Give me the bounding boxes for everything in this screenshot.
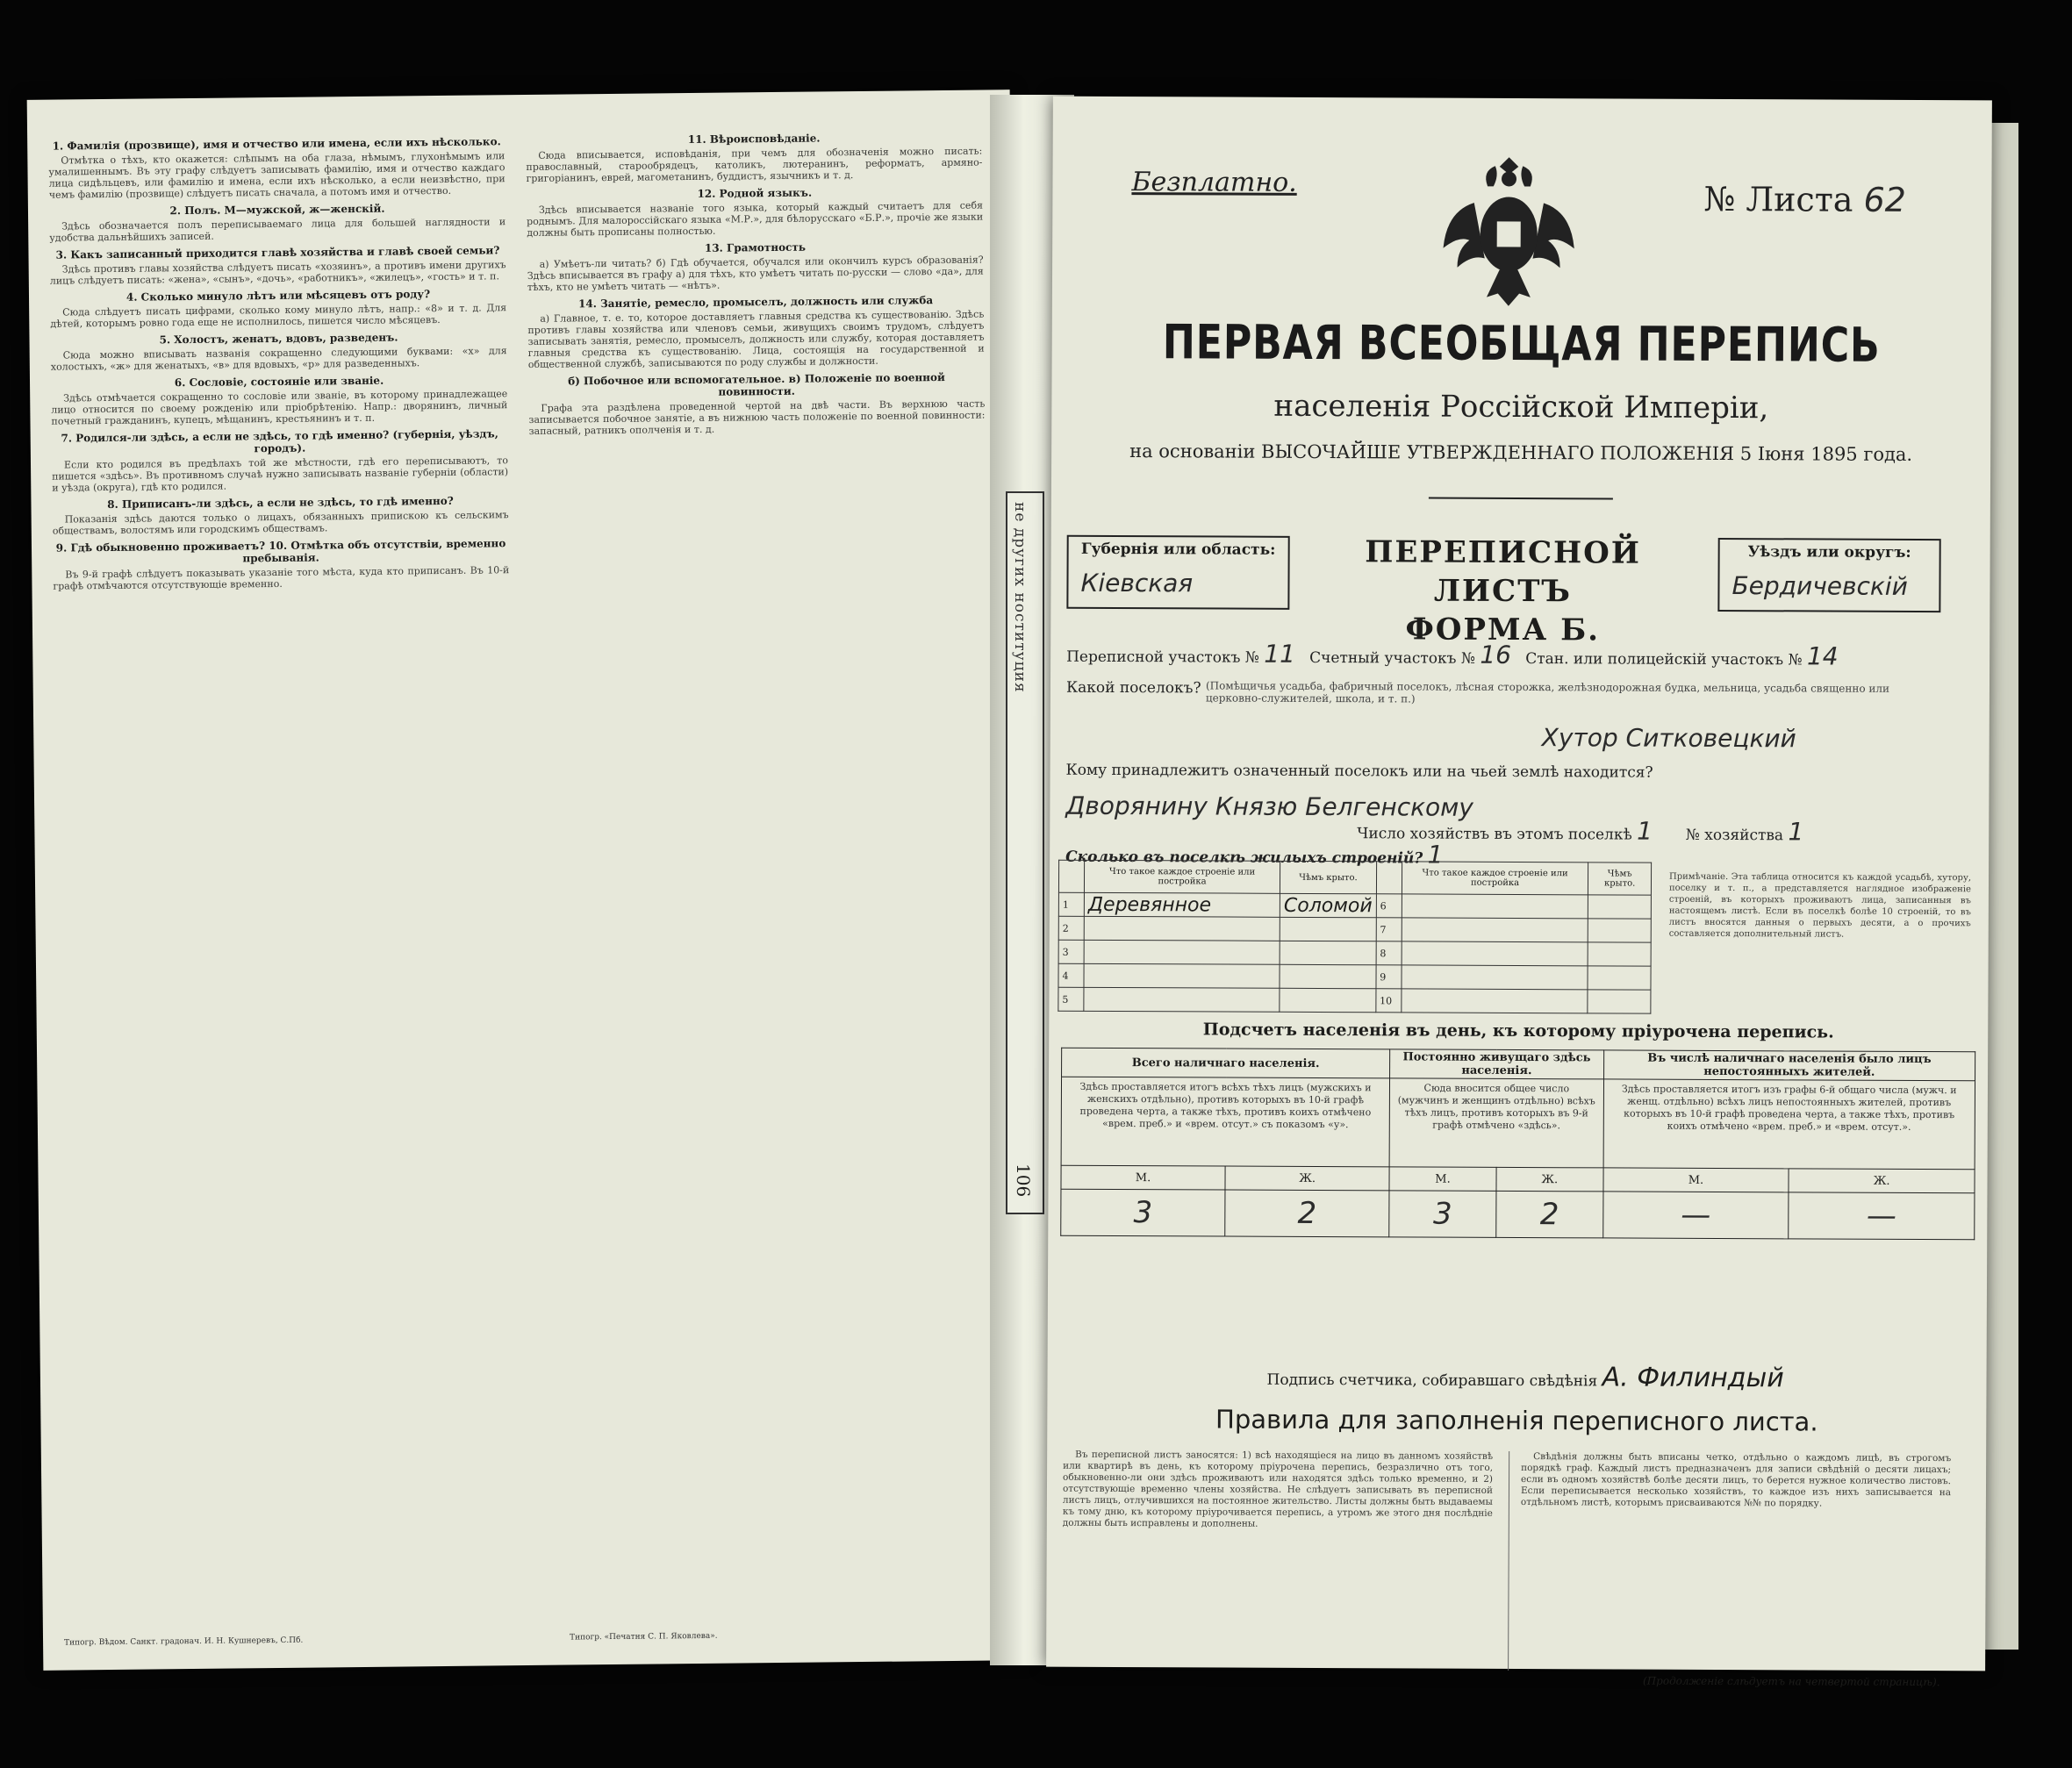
section-heading: 2. Полъ. М—мужской, ж—женскій. xyxy=(169,202,385,218)
form-title-line-1: ПЕРЕПИСНОЙ ЛИСТЪ xyxy=(1365,534,1642,610)
table-cell: Сюда вносится общее число (мужчинъ и женщинъ отдѣльно) всѣхъ тѣхъ лицъ, противъ которыхъ въ 9-й графѣ отмѣчено «здѣсь». xyxy=(1389,1078,1603,1168)
left-page xyxy=(27,89,1027,1671)
section-text: а) Умѣетъ-ли читать? б) Гдѣ обучается, обучался или окончилъ курсъ образованія? Здѣсь вписывается въ графу а) для тѣхъ, кто умѣетъ читать по-русски — слово «да», для тѣхъ, кто не умѣетъ читать — «нѣтъ». xyxy=(527,254,984,293)
settlement-label: Какой поселокъ? xyxy=(1065,678,1201,698)
table-cell xyxy=(1084,987,1280,1012)
table-cell: Соломой xyxy=(1280,893,1376,917)
instructions-column-right xyxy=(526,125,986,440)
section-text: Здѣсь отмѣчается сокращенно то сословіе или званіе, въ которому принадлежащее лицо относится по своему рожденію или пріобрѣтенію. Напр.: дворянинъ, личный почетный гражданинъ, купецъ, мѣщанинъ, крестьянинъ и т. п. xyxy=(51,388,508,427)
table-cell xyxy=(1588,990,1651,1013)
table-header: Чѣмъ крыто. xyxy=(1588,863,1652,895)
census-district-value: 11 xyxy=(1264,639,1296,669)
settlement-line xyxy=(1066,679,1925,707)
sheet-number-label: № Листа xyxy=(1703,179,1853,219)
section-text: Графа эта раздѣлена проведенной чертой на двѣ части. Въ верхнюю часть записывается побочное занятіе, а въ нижнюю часть положеніе по военной повинности: запасный, ратникъ ополченія и т. д. xyxy=(528,397,986,437)
archive-strip-text: не других ноституция xyxy=(1011,502,1029,693)
table-cell: М. xyxy=(1389,1167,1496,1192)
table-cell xyxy=(1402,965,1588,990)
section-heading: б) Побочное или вспомогательное. в) Положеніе по военной повинности. xyxy=(568,370,945,398)
table-cell xyxy=(1280,941,1376,964)
table-header: Что такое каждое строеніе или постройка xyxy=(1084,860,1280,893)
counting-district-label: Счетный участокъ № xyxy=(1309,648,1475,668)
section-heading: 11. Вѣроисповѣданіе. xyxy=(687,132,821,147)
district-box xyxy=(1717,538,1940,612)
province-value: Кіевская xyxy=(1080,568,1194,598)
table-cell: 3 xyxy=(1058,940,1084,963)
main-title: ПЕРВАЯ ВСЕОБЩАЯ ПЕРЕПИСЬ xyxy=(1162,314,1881,373)
households-value: 1 xyxy=(1637,816,1653,846)
district-value: Бердичевскій xyxy=(1731,571,1908,601)
household-number-label: № хозяйства xyxy=(1685,826,1784,845)
table-cell: Ж. xyxy=(1789,1169,1975,1193)
rules-paragraph: Свѣдѣнія должны быть вписаны четко, отдѣльно о каждомъ лицѣ, въ строгомъ порядкѣ граф. Каждый листъ предназначенъ для записи свѣдѣній о десяти лицахъ; если въ одномъ хозяйствѣ болѣе десяти лицъ, то берется нужное количество листовъ. Если переписывается несколько хозяйствъ, то каждое изъ нихъ записывается на отдѣльномъ листѣ, которымъ присваиваются №№ по порядку. xyxy=(1520,1451,1952,1509)
instructions-column-left xyxy=(48,130,509,595)
buildings-table xyxy=(1058,860,1652,1014)
imperial-eagle-emblem-icon xyxy=(1438,151,1580,310)
sheet-number xyxy=(1703,180,1906,219)
table-header xyxy=(1058,860,1084,892)
table-header xyxy=(1376,862,1402,894)
section-text: Если кто родился въ предѣлахъ той же мѣстности, гдѣ его переписываютъ, то пишется «здѣсь». Въ противномъ случаѣ нужно записывать названіе губерніи (области) и уѣзда (округа), гдѣ кто родился. xyxy=(52,455,509,494)
section-heading: 7. Родился-ли здѣсь, а если не здѣсь, то гдѣ именно? (губернія, уѣздъ, городъ). xyxy=(61,427,498,455)
district-label: Уѣздъ или округъ: xyxy=(1747,543,1911,562)
section-text: Сюда слѣдуетъ писать цифрами, сколько кому минуло лѣтъ, напр.: «8» и т. д. Для дѣтей, которымъ ровно года еще не исполнилось, пишется число мѣсяцевъ. xyxy=(50,302,507,330)
table-header: Всего наличнаго населенія. xyxy=(1062,1048,1390,1078)
count-value: 3 xyxy=(1389,1191,1496,1238)
table-cell: 6 xyxy=(1376,894,1402,918)
section-heading: 5. Холостъ, женатъ, вдовъ, разведенъ. xyxy=(159,331,398,347)
archive-strip-number: 106 xyxy=(1013,1163,1034,1197)
owner-value: Дворянину Князю Белгенскому xyxy=(1065,791,1473,822)
column-divider xyxy=(1508,1451,1509,1671)
section-heading: 8. Приписанъ-ли здѣсь, а если не здѣсь, то гдѣ именно? xyxy=(107,494,454,511)
counting-district-value: 16 xyxy=(1480,640,1512,669)
table-cell: 1 xyxy=(1058,892,1084,916)
section-text: Сюда вписывается, исповѣданія, при чемъ для обозначенія можно писать: православный, старообрядецъ, католикъ, лютеранинъ, реформатъ, армяно-григоріанинъ, еврей, магометанинъ, буддистъ, язычникъ и т. д. xyxy=(526,145,983,184)
owner-line xyxy=(1066,762,1653,782)
section-heading: 4. Сколько минуло лѣтъ или мѣсяцевъ отъ роду? xyxy=(125,288,431,304)
printer-imprint-left: Типогр. Вѣдом. Санкт. градонач. И. Н. Кушнеревъ, С.Пб. xyxy=(64,1636,304,1648)
buildings-note: Примѣчаніе. Эта таблица относится къ каждой усадьбѣ, хутору, поселку и т. п., а представляется наглядное изображеніе строеній, въ которыхъ проживаютъ лица, записанныя въ настоящемъ листѣ. Если въ поселкѣ болѣе 10 строеній, то въ листъ вносятся данныя о первыхъ десяти, а о прочихъ составляется дополнительный листъ. xyxy=(1668,871,1972,940)
section-heading: 1. Фамилія (прозвище), имя и отчество или имена, если ихъ нѣсколько. xyxy=(52,135,501,153)
owner-label: Кому принадлежитъ означенный поселокъ или на чьей землѣ находится? xyxy=(1065,761,1653,782)
table-cell: М. xyxy=(1061,1165,1225,1190)
section-heading: 12. Родной языкъ. xyxy=(697,186,813,200)
table-cell xyxy=(1084,963,1280,988)
table-cell xyxy=(1402,989,1588,1013)
section-heading: 9. Гдѣ обыкновенно проживаетъ? 10. Отмѣтка объ отсутствіи, временно пребыванія. xyxy=(55,537,506,565)
table-cell xyxy=(1402,894,1588,919)
continued-note: (Продолженіе слѣдуетъ на четвертой страницѣ). xyxy=(1643,1674,1940,1689)
count-value: 2 xyxy=(1496,1191,1603,1238)
form-title xyxy=(1296,533,1710,650)
free-label: Безплатно. xyxy=(1131,167,1297,198)
table-row xyxy=(1058,963,1651,990)
table-row xyxy=(1058,987,1651,1013)
settlement-value: Хутор Ситковецкий xyxy=(1541,723,1796,754)
table-cell: 8 xyxy=(1376,941,1402,965)
table-row xyxy=(1058,940,1651,966)
households-label: Число хозяйствъ въ этомъ поселкѣ xyxy=(1357,825,1632,844)
section-heading: 6. Сословіе, состояніе или званіе. xyxy=(174,374,384,390)
section-heading: 14. Занятіе, ремесло, промыселъ, должность или служба xyxy=(577,294,934,311)
signature-value: А. Филиндый xyxy=(1602,1362,1784,1394)
divider xyxy=(1429,497,1613,500)
table-cell: Деревянное xyxy=(1084,892,1280,917)
sheet-number-value: 62 xyxy=(1863,180,1906,219)
table-header: Въ числѣ наличнаго населенія было лицъ непостоянныхъ жителей. xyxy=(1603,1050,1975,1081)
section-heading: 3. Какъ записанный приходится главѣ хозяйства и главѣ своей семьи? xyxy=(55,244,500,261)
count-value: 2 xyxy=(1225,1190,1389,1237)
section-text: Здѣсь обозначается полъ переписываемаго лица для большей наглядности и удобства дальнѣйшихъ записей. xyxy=(49,216,506,244)
province-box xyxy=(1066,535,1289,610)
table-header: Чѣмъ крыто. xyxy=(1280,861,1377,893)
table-cell: Ж. xyxy=(1225,1166,1389,1191)
buildings-label: Сколько въ поселкѣ жилыхъ строеній? xyxy=(1065,848,1423,868)
section-heading: 13. Грамотность xyxy=(704,240,807,254)
table-cell: 10 xyxy=(1376,989,1402,1013)
rules-column-right xyxy=(1521,1451,1951,1514)
census-district-label: Переписной участокъ № xyxy=(1066,648,1259,667)
signature-line xyxy=(1266,1361,1783,1394)
printer-imprint-right: Типогр. «Печатня С. П. Яковлева». xyxy=(569,1631,718,1643)
legal-basis: на основаніи ВЫСОЧАЙШЕ УТВЕРЖДЕННАГО ПОЛОЖЕНІЯ 5 Іюня 1895 года. xyxy=(1129,440,1913,465)
household-number-value: 1 xyxy=(1788,817,1804,847)
rules-paragraph: Въ переписной листъ заносятся: 1) всѣ находящіеся на лицо въ данномъ хозяйствѣ или квартирѣ въ день, къ которому пріурочена перепись, безразлично отъ того, обыкновенно-ли они здѣсь проживаютъ или находятся здѣсь только временно, и 2) отсутствующіе временно члены хозяйства. Не слѣдуетъ записывать въ переписной листъ лицъ, отлучившихся на постоянное жительство. Листы должны быть выдаваемы къ тому дню, къ которому пріурочивается перепись, а утромъ же этого дня послѣдніе должны быть исправлены и дополнены. xyxy=(1062,1449,1494,1529)
count-value: — xyxy=(1602,1192,1789,1239)
table-cell: Ж. xyxy=(1496,1167,1603,1192)
archive-label-strip xyxy=(1006,491,1044,1214)
section-text: Здѣсь противъ главы хозяйства слѣдуетъ писать «хозяинъ», а противъ имени другихъ лицъ слѣдуетъ писать: «жена», «сынъ», «дочь», «работникъ», «жилецъ», «гость» и т. п. xyxy=(49,259,506,287)
table-cell xyxy=(1588,895,1652,919)
population-count-table xyxy=(1060,1048,1975,1241)
section-text: Въ 9-й графѣ слѣдуетъ показывать указаніе того мѣста, куда кто приписанъ. Въ 10-й графѣ отмѣчаются отсутствующіе временно. xyxy=(53,564,510,592)
table-cell xyxy=(1280,917,1376,941)
table-cell: Здѣсь проставляется итогъ изъ графы 6-й общаго числа (мужч. и женщ. отдѣльно) всѣхъ лицъ непостоянныхъ жителей, противъ которыхъ въ 10-й графѣ проведена черта, а также тѣхъ, противъ коихъ отмѣчено «врем. преб.» и «врем. отсут.». xyxy=(1603,1079,1975,1170)
table-cell: 7 xyxy=(1376,918,1402,941)
table-cell: 9 xyxy=(1376,965,1402,989)
rules-column-left xyxy=(1063,1449,1493,1535)
precinct-line xyxy=(1066,639,1839,671)
table-cell xyxy=(1588,942,1651,966)
police-district-value: 14 xyxy=(1806,641,1839,671)
census-form-page xyxy=(1046,97,1992,1689)
settlement-hint: (Помѣщичья усадьба, фабричный поселокъ, лѣсная сторожка, желѣзнодорожная будка, мельница, усадьба священно или церковно-служителей, школа, и т. п.) xyxy=(1205,679,1890,705)
signature-label: Подпись счетчика, собиравшаго свѣдѣнія xyxy=(1266,1371,1598,1391)
section-text: Показанія здѣсь даются только о лицахъ, обязанныхъ припискою къ сельскимъ обществамъ, волостямъ или городскимъ обществамъ. xyxy=(52,509,509,537)
table-cell xyxy=(1084,940,1280,964)
count-title: Подсчетъ населенія въ день, къ которому пріурочена перепись. xyxy=(1202,1020,1834,1042)
table-cell: 5 xyxy=(1058,987,1084,1011)
rules-title: Правила для заполненія переписного листа. xyxy=(1215,1404,1818,1437)
table-cell xyxy=(1084,916,1280,941)
count-value: — xyxy=(1789,1192,1975,1240)
police-district-label: Стан. или полицейскій участокъ № xyxy=(1525,650,1803,669)
table-cell xyxy=(1280,964,1376,988)
table-cell: 2 xyxy=(1058,916,1084,940)
table-cell xyxy=(1588,966,1651,990)
table-header: Постоянно живущаго здѣсь населенія. xyxy=(1390,1049,1604,1079)
table-header: Что такое каждое строеніе или постройка xyxy=(1402,862,1588,895)
form-title-line-2: ФОРМА Б. xyxy=(1405,612,1601,648)
section-text: Сюда можно вписывать названія сокращенно следующими буквами: «х» для холостыхъ, «ж» для женатыхъ, «в» для вдовыхъ, «р» для разведенныхъ. xyxy=(50,345,507,373)
table-cell: М. xyxy=(1603,1168,1789,1192)
section-text: а) Главное, т. е. то, которое доставляетъ главныя средства къ существованію. Здѣсь противъ главы хозяйства или членовъ семьи, живущихъ своимъ трудомъ, слѣдуетъ записывать занятія, ремесло, промыселъ, должность или службу, которая доставляетъ главныя средства къ существованію. Лица, состоящія на государственной и общественной службѣ, записываются по роду службы и должности. xyxy=(527,308,985,370)
section-text: Отмѣтка о тѣхъ, кто окажется: слѣпымъ на оба глаза, нѣмымъ, глухонѣмымъ или умалишеннымъ. Въ эту графу слѣдуетъ записывать фамилію, имя и отчество каждаго лица сидѣльцевъ, или фамилію и имена, если ихъ нѣсколько, а если неизвѣстно, при чемъ фамилію (прозвище) слѣдуетъ писать сначала, а потомъ имя и отчество. xyxy=(48,150,505,201)
table-cell xyxy=(1588,919,1652,942)
table-cell: Здѣсь проставляется итогъ всѣхъ тѣхъ лицъ (мужскихъ и женскихъ отдѣльно), противъ которыхъ въ 10-й графѣ проведена черта, а также тѣхъ, противъ коихъ отмѣчено «врем. преб.» и «врем. отсут.» съ показомъ «у». xyxy=(1061,1077,1390,1167)
province-label: Губернія или область: xyxy=(1080,540,1276,559)
subtitle: населенія Россійской Имперіи, xyxy=(1273,388,1769,426)
settlement-value-line xyxy=(1542,723,1796,753)
count-value: 3 xyxy=(1061,1189,1225,1236)
table-cell xyxy=(1280,988,1376,1012)
section-text: Здѣсь вписывается названіе того языка, который каждый считаетъ для себя роднымъ. Для малороссійскаго языка «М.Р.», для бѣлорусскаго «Б.Р.», прочіе же языки должны быть прописаны полностью. xyxy=(527,199,984,239)
table-cell xyxy=(1402,918,1588,942)
buildings-value: 1 xyxy=(1427,840,1444,870)
table-row xyxy=(1058,892,1651,919)
table-cell xyxy=(1402,941,1588,966)
table-cell: 4 xyxy=(1058,963,1084,987)
table-row xyxy=(1058,916,1651,942)
